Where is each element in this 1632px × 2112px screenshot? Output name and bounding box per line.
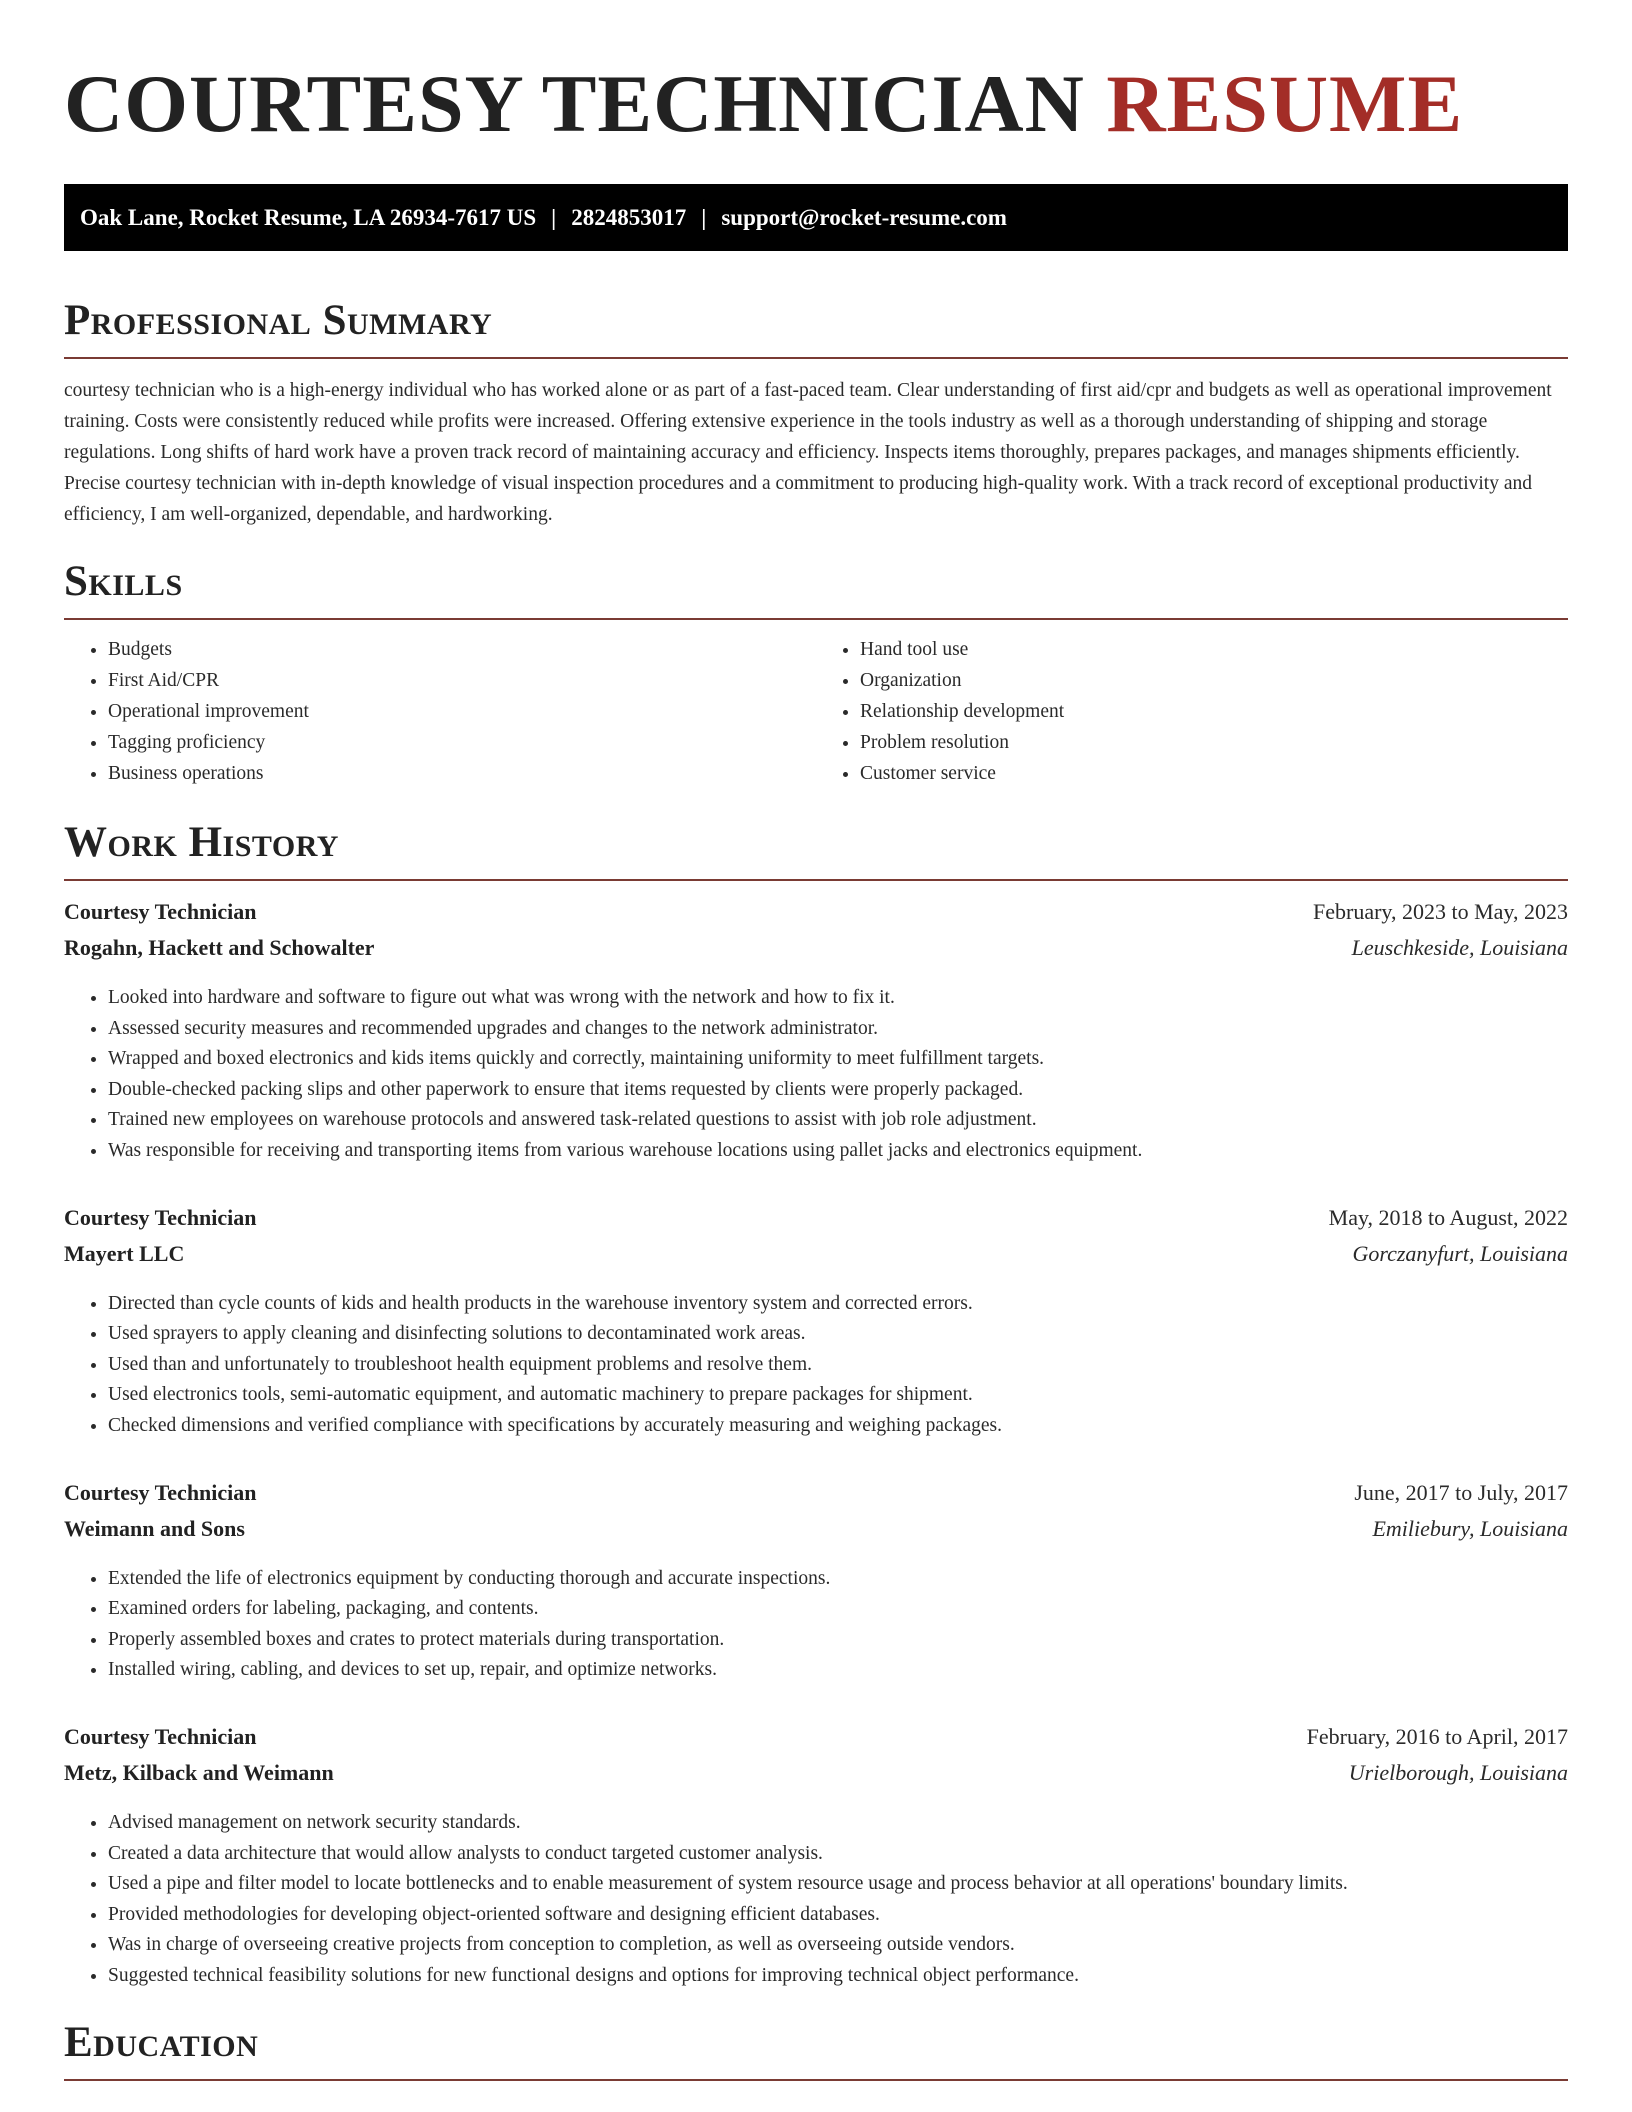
skill-item: • Operational improvement (108, 696, 816, 727)
job-duty: • Examined orders for labeling, packaging, and contents. (108, 1594, 1568, 1625)
job-duty: • Properly assembled boxes and crates to protect materials during transportation. (108, 1625, 1568, 1656)
skill-item: • Business operations (108, 758, 816, 789)
contact-address: Oak Lane, Rocket Resume, LA 26934-7617 US (80, 204, 537, 230)
job-title: Courtesy Technician (64, 1204, 257, 1230)
skills-section (64, 556, 1568, 789)
job-duty: • Extended the life of electronics equipment by conducting thorough and accurate inspections. (108, 1564, 1568, 1595)
job-duty: • Looked into hardware and software to figure out what was wrong with the network and how to fix it. (108, 983, 1568, 1014)
job-duty: • Was responsible for receiving and transporting items from various warehouse locations using pallet jacks and electronics equipment. (108, 1136, 1568, 1167)
job-duty: • Directed than cycle counts of kids and health products in the warehouse inventory system and corrected errors. (108, 1289, 1568, 1320)
job-duty: • Was in charge of overseeing creative projects from conception to completion, as well as overseeing outside vendors. (108, 1930, 1568, 1961)
skills-grid (64, 634, 1568, 789)
job-entry (64, 1205, 1568, 1442)
job-duty: • Wrapped and boxed electronics and kids items quickly and correctly, maintaining uniformity to meet fulfillment targets. (108, 1044, 1568, 1075)
job-duty: • Checked dimensions and verified compliance with specifications by accurately measuring and weighing packages. (108, 1411, 1568, 1442)
summary-text: courtesy technician who is a high-energy individual who has worked alone or as part of a fast-paced team. Clear understanding of first aid/cpr and budgets as well as operational improvement training. Costs were consistently reduced while profits were increased. Offering extensive experience in the tools industry as well as a thorough understanding of shipping and storage regulations. Long shifts of hard work have a proven track record of maintaining accuracy and efficiency. Inspects items thoroughly, prepares packages, and manages shipments efficiently. Precise courtesy technician with in-depth knowledge of visual inspection procedures and a commitment to producing high-quality work. With a track record of exceptional productivity and efficiency, I am well-organized, dependable, and hardworking. (64, 380, 1552, 525)
skill-item: • Relationship development (860, 696, 1568, 727)
section-divider (64, 879, 1568, 881)
job-duty: • Assessed security measures and recommended upgrades and changes to the network administrator. (108, 1014, 1568, 1045)
job-duties-list (64, 1808, 1568, 1992)
skill-item: • Organization (860, 665, 1568, 696)
skills-list-left (64, 634, 816, 789)
contact-email: support@rocket-resume.com (721, 204, 1007, 230)
section-divider (64, 2079, 1568, 2081)
job-dates: June, 2017 to July, 2017 (1354, 1479, 1568, 1505)
job-duty: • Provided methodologies for developing object-oriented software and designing efficient databases. (108, 1900, 1568, 1931)
job-entry (64, 1480, 1568, 1686)
section-heading-skills: Skills (64, 558, 183, 605)
job-employer-row (64, 1760, 1568, 1796)
job-location: Urielborough, Louisiana (1348, 1759, 1568, 1785)
job-duty: • Trained new employees on warehouse protocols and answered task-related questions to assist with job role adjustment. (108, 1105, 1568, 1136)
skill-item: • Customer service (860, 758, 1568, 789)
job-duty: • Created a data architecture that would allow analysts to conduct targeted customer analysis. (108, 1839, 1568, 1870)
job-employer-row (64, 935, 1568, 971)
skill-item: • Hand tool use (860, 634, 1568, 665)
skill-item: • Budgets (108, 634, 816, 665)
work-history-section (64, 817, 1568, 1991)
job-duty: • Used sprayers to apply cleaning and disinfecting solutions to decontaminated work areas. (108, 1319, 1568, 1350)
job-company: Metz, Kilback and Weimann (64, 1759, 334, 1785)
job-duty: • Advised management on network security standards. (108, 1808, 1568, 1839)
job-location: Emiliebury, Louisiana (1372, 1515, 1568, 1541)
contact-separator: | (701, 204, 707, 230)
skill-item: • Tagging proficiency (108, 727, 816, 758)
job-dates: February, 2016 to April, 2017 (1306, 1723, 1568, 1749)
job-duty: • Suggested technical feasibility solutions for new functional designs and options for improving technical object performance. (108, 1961, 1568, 1992)
title-accent: RESUME (1106, 58, 1464, 149)
job-employer-row (64, 1516, 1568, 1552)
job-duties-list (64, 1289, 1568, 1442)
job-entry (64, 1724, 1568, 1992)
title-main: COURTESY TECHNICIAN (64, 58, 1085, 149)
contact-separator: | (551, 204, 557, 230)
job-header-row (64, 1724, 1568, 1760)
section-heading-summary: Professional Summary (64, 297, 493, 344)
job-location: Leuschkeside, Louisiana (1351, 935, 1568, 960)
job-header-row (64, 1205, 1568, 1241)
contact-phone: 2824853017 (571, 204, 687, 230)
job-title: Courtesy Technician (64, 1723, 257, 1749)
education-section (64, 2017, 1568, 2081)
job-header-row (64, 1480, 1568, 1516)
professional-summary-section (64, 295, 1568, 530)
section-divider (64, 357, 1568, 359)
section-divider (64, 618, 1568, 620)
section-heading-work-history: Work History (64, 819, 339, 866)
job-duties-list (64, 983, 1568, 1167)
job-duty: • Installed wiring, cabling, and devices to set up, repair, and optimize networks. (108, 1655, 1568, 1686)
job-header-row (64, 899, 1568, 935)
job-location: Gorczanyfurt, Louisiana (1352, 1240, 1568, 1266)
job-duty: • Double-checked packing slips and other paperwork to ensure that items requested by clients were properly packaged. (108, 1075, 1568, 1106)
job-duty: • Used than and unfortunately to troubleshoot health equipment problems and resolve them. (108, 1350, 1568, 1381)
job-employer-row (64, 1241, 1568, 1277)
job-company: Weimann and Sons (64, 1515, 245, 1541)
job-duty: • Used a pipe and filter model to locate bottlenecks and to enable measurement of system resource usage and process behavior at all operations' boundary limits. (108, 1869, 1568, 1900)
job-company: Rogahn, Hackett and Schowalter (64, 935, 375, 960)
job-company: Mayert LLC (64, 1240, 185, 1266)
resume-title (64, 0, 1568, 152)
job-title: Courtesy Technician (64, 899, 257, 924)
job-duties-list (64, 1564, 1568, 1686)
job-dates: February, 2023 to May, 2023 (1313, 899, 1568, 924)
contact-bar (64, 184, 1568, 251)
section-heading-education: Education (64, 2019, 259, 2067)
skills-list-right (816, 634, 1568, 789)
skill-item: • First Aid/CPR (108, 665, 816, 696)
job-duty: • Used electronics tools, semi-automatic equipment, and automatic machinery to prepare packages for shipment. (108, 1380, 1568, 1411)
job-dates: May, 2018 to August, 2022 (1328, 1204, 1568, 1230)
job-title: Courtesy Technician (64, 1479, 257, 1505)
skill-item: • Problem resolution (860, 727, 1568, 758)
job-entry (64, 899, 1568, 1167)
